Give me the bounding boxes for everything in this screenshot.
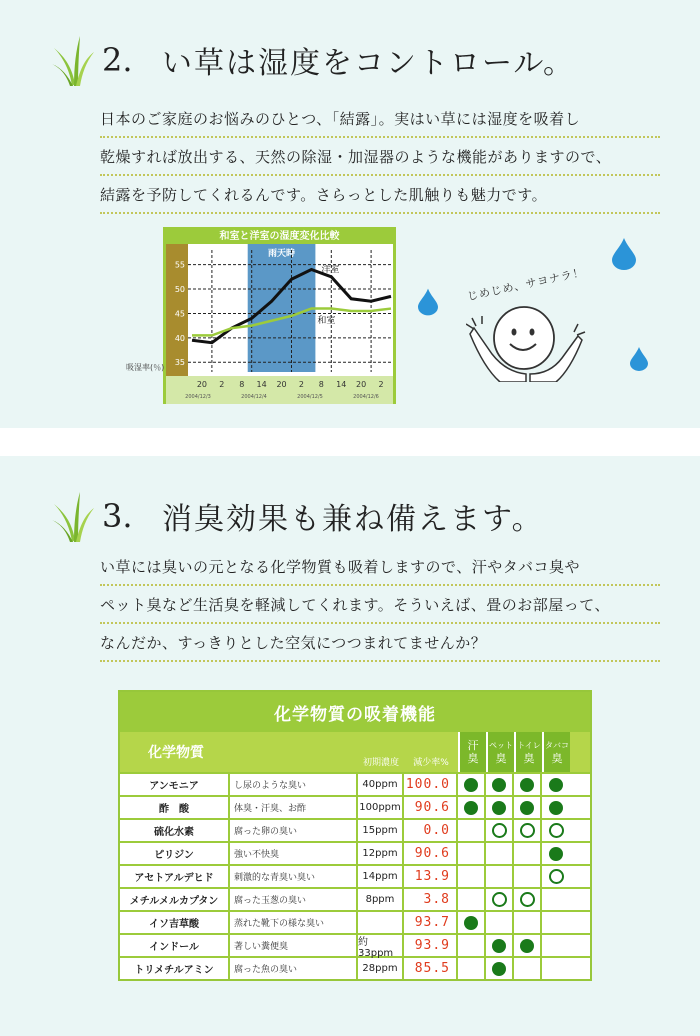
chemical-name: アンモニア: [120, 774, 230, 795]
paragraph-line: なんだか、すっきりとした空気につつまれてませんか？: [100, 624, 660, 662]
effect-cell-tobacco: [542, 912, 570, 933]
y-tick-label: 50: [174, 285, 185, 295]
effect-cell-pet: [486, 935, 514, 956]
odor-description: 体臭・汗臭、お酢: [230, 797, 358, 818]
table-row: [120, 841, 590, 864]
effect-cell-sweat: [458, 958, 486, 979]
water-drop-icon: [630, 346, 648, 372]
table-row: [120, 795, 590, 818]
filled-circle-icon: [464, 778, 478, 792]
effect-cell-tobacco: [542, 866, 570, 887]
filled-circle-icon: [549, 801, 563, 815]
open-circle-icon: [520, 892, 535, 907]
effect-cell-tobacco: [542, 797, 570, 818]
series-label: 洋室: [321, 264, 340, 275]
column-header-reduction-rate: 減少率%: [413, 758, 449, 768]
odor-description: 強い不快臭: [230, 843, 358, 864]
section-heading-humidity: [52, 34, 575, 86]
section-heading-deodorize: [52, 490, 544, 542]
filled-circle-icon: [492, 939, 506, 953]
chemical-name: トリメチルアミン: [120, 958, 230, 979]
column-header-pet-odor: ペット 臭: [486, 732, 514, 772]
effect-cell-pet: [486, 820, 514, 841]
grass-icon: [52, 34, 96, 86]
series-label: 和室: [317, 316, 336, 327]
x-tick-label: 2: [378, 380, 384, 389]
effect-cell-toilet: [514, 843, 542, 864]
effect-cell-tobacco: [542, 820, 570, 841]
table-title: 化学物質の吸着機能: [120, 692, 590, 732]
rain-period-band: [248, 244, 316, 372]
initial-concentration: 28ppm: [358, 958, 404, 979]
odor-description: 腐った魚の臭い: [230, 958, 358, 979]
water-drop-icon: [418, 288, 438, 316]
effect-cell-tobacco: [542, 935, 570, 956]
initial-concentration: [358, 912, 404, 933]
x-tick-label: 2: [219, 380, 225, 389]
initial-concentration: 14ppm: [358, 866, 404, 887]
date-label: 2004/12/5: [297, 394, 323, 400]
odor-description: 蒸れた靴下の様な臭い: [230, 912, 358, 933]
table-header-row: [120, 732, 590, 772]
effect-cell-toilet: [514, 912, 542, 933]
effect-cell-tobacco: [542, 958, 570, 979]
effect-cell-sweat: [458, 797, 486, 818]
open-circle-icon: [549, 869, 564, 884]
initial-concentration: 100ppm: [358, 797, 404, 818]
initial-concentration: 12ppm: [358, 843, 404, 864]
chemical-name: メチルメルカプタン: [120, 889, 230, 910]
effect-cell-sweat: [458, 866, 486, 887]
effect-cell-toilet: [514, 958, 542, 979]
effect-cell-toilet: [514, 935, 542, 956]
reduction-rate: 93.9: [404, 935, 458, 956]
chemical-name: インドール: [120, 935, 230, 956]
x-tick-label: 20: [356, 380, 367, 389]
effect-cell-toilet: [514, 820, 542, 841]
table-row: [120, 818, 590, 841]
effect-cell-pet: [486, 843, 514, 864]
table-row: [120, 933, 590, 959]
column-header-chemical: 化学物質: [148, 745, 204, 761]
effect-cell-tobacco: [542, 774, 570, 795]
effect-cell-toilet: [514, 889, 542, 910]
column-header-sweat-odor: 汗 臭: [458, 732, 486, 772]
section-number: 2.: [102, 41, 133, 79]
effect-cell-toilet: [514, 774, 542, 795]
filled-circle-icon: [492, 962, 506, 976]
effect-cell-toilet: [514, 866, 542, 887]
chemical-name: 酢 酸: [120, 797, 230, 818]
open-circle-icon: [492, 823, 507, 838]
table-row: [120, 772, 590, 795]
effect-cell-pet: [486, 797, 514, 818]
column-header-tobacco-odor: タバコ 臭: [542, 732, 570, 772]
section-title: い草は湿度をコントロール。: [162, 46, 575, 81]
effect-cell-toilet: [514, 797, 542, 818]
filled-circle-icon: [520, 778, 534, 792]
deodorize-paragraph: [100, 548, 660, 662]
odor-description: 腐った卵の臭い: [230, 820, 358, 841]
effect-cell-sweat: [458, 820, 486, 841]
paragraph-line: 結露を予防してくれるんです。さらっとした肌触りも魅力です。: [100, 176, 660, 214]
effect-cell-sweat: [458, 843, 486, 864]
odor-description: 刺激的な青臭い臭い: [230, 866, 358, 887]
x-tick-label: 2: [298, 380, 304, 389]
effect-cell-pet: [486, 889, 514, 910]
effect-cell-sweat: [458, 935, 486, 956]
chart-ylabel: 吸湿率(％): [126, 363, 165, 372]
reduction-rate: 90.6: [404, 797, 458, 818]
table-row: [120, 910, 590, 933]
effect-cell-tobacco: [542, 843, 570, 864]
chemical-name: 硫化水素: [120, 820, 230, 841]
column-header-initial-ppm: 初期濃度: [362, 758, 399, 768]
y-tick-label: 35: [174, 358, 185, 368]
paragraph-line: 日本のご家庭のお悩みのひとつ、「結露」。実はい草には湿度を吸着し: [100, 100, 660, 138]
filled-circle-icon: [464, 801, 478, 815]
table-row: [120, 956, 590, 979]
effect-cell-sweat: [458, 912, 486, 933]
humidity-chart: [163, 227, 396, 404]
effect-cell-pet: [486, 774, 514, 795]
chemical-adsorption-table: [118, 690, 592, 981]
table-body: [120, 772, 590, 979]
reduction-rate: 90.6: [404, 843, 458, 864]
reduction-rate: 85.5: [404, 958, 458, 979]
initial-concentration: 15ppm: [358, 820, 404, 841]
grass-icon: [52, 490, 96, 542]
open-circle-icon: [492, 892, 507, 907]
effect-cell-sweat: [458, 774, 486, 795]
effect-cell-sweat: [458, 889, 486, 910]
humidity-section: [0, 0, 700, 428]
character-caption: じめじめ、サヨナラ！: [466, 265, 586, 304]
initial-concentration: 40ppm: [358, 774, 404, 795]
open-circle-icon: [520, 823, 535, 838]
table-row: [120, 864, 590, 887]
y-tick-label: 40: [174, 333, 185, 343]
odor-description: し尿のような臭い: [230, 774, 358, 795]
date-label: 2004/12/6: [353, 394, 379, 400]
x-tick-label: 14: [256, 380, 267, 389]
odor-description: 腐った玉葱の臭い: [230, 889, 358, 910]
date-label: 2004/12/4: [241, 394, 267, 400]
odor-description: 著しい糞便臭: [230, 935, 358, 956]
column-header-toilet-odor: トイレ 臭: [514, 732, 542, 772]
humidity-paragraph: [100, 100, 660, 214]
chemical-name: ピリジン: [120, 843, 230, 864]
y-tick-label: 45: [174, 309, 185, 319]
reduction-rate: 13.9: [404, 866, 458, 887]
paragraph-line: 乾燥すれば放出する、天然の除湿・加湿器のような機能がありますので、: [100, 138, 660, 176]
section-number: 3.: [102, 497, 133, 535]
x-tick-label: 8: [239, 380, 245, 389]
filled-circle-icon: [549, 778, 563, 792]
effect-cell-tobacco: [542, 889, 570, 910]
filled-circle-icon: [520, 939, 534, 953]
open-circle-icon: [549, 823, 564, 838]
section-title: 消臭効果も兼ね備えます。: [162, 502, 544, 537]
reduction-rate: 3.8: [404, 889, 458, 910]
paragraph-line: ペット臭など生活臭を軽減してくれます。そういえば、畳のお部屋って、: [100, 586, 660, 624]
effect-cell-pet: [486, 958, 514, 979]
x-tick-label: 8: [318, 380, 324, 389]
water-drop-icon: [612, 238, 636, 270]
filled-circle-icon: [464, 916, 478, 930]
reduction-rate: 93.7: [404, 912, 458, 933]
reduction-rate: 100.0: [404, 774, 458, 795]
initial-concentration: 8ppm: [358, 889, 404, 910]
effect-cell-pet: [486, 912, 514, 933]
chemical-name: アセトアルデヒド: [120, 866, 230, 887]
x-tick-label: 20: [276, 380, 287, 389]
x-tick-label: 20: [196, 380, 208, 389]
filled-circle-icon: [492, 801, 506, 815]
initial-concentration: 約33ppm: [358, 935, 404, 956]
smiling-character-illustration: [466, 296, 586, 382]
effect-cell-pet: [486, 866, 514, 887]
y-tick-label: 55: [174, 260, 185, 270]
chemical-name: イソ吉草酸: [120, 912, 230, 933]
reduction-rate: 0.0: [404, 820, 458, 841]
table-row: [120, 887, 590, 910]
filled-circle-icon: [549, 847, 563, 861]
chart-plot: [166, 244, 393, 404]
chart-title: 和室と洋室の湿度変化比較: [166, 230, 393, 244]
paragraph-line: い草には臭いの元となる化学物質も吸着しますので、汗やタバコ臭や: [100, 548, 660, 586]
date-label: 2004/12/3: [185, 394, 211, 400]
x-tick-label: 14: [336, 380, 347, 389]
filled-circle-icon: [520, 801, 534, 815]
rain-period-label: 雨天時: [268, 249, 296, 259]
filled-circle-icon: [492, 778, 506, 792]
